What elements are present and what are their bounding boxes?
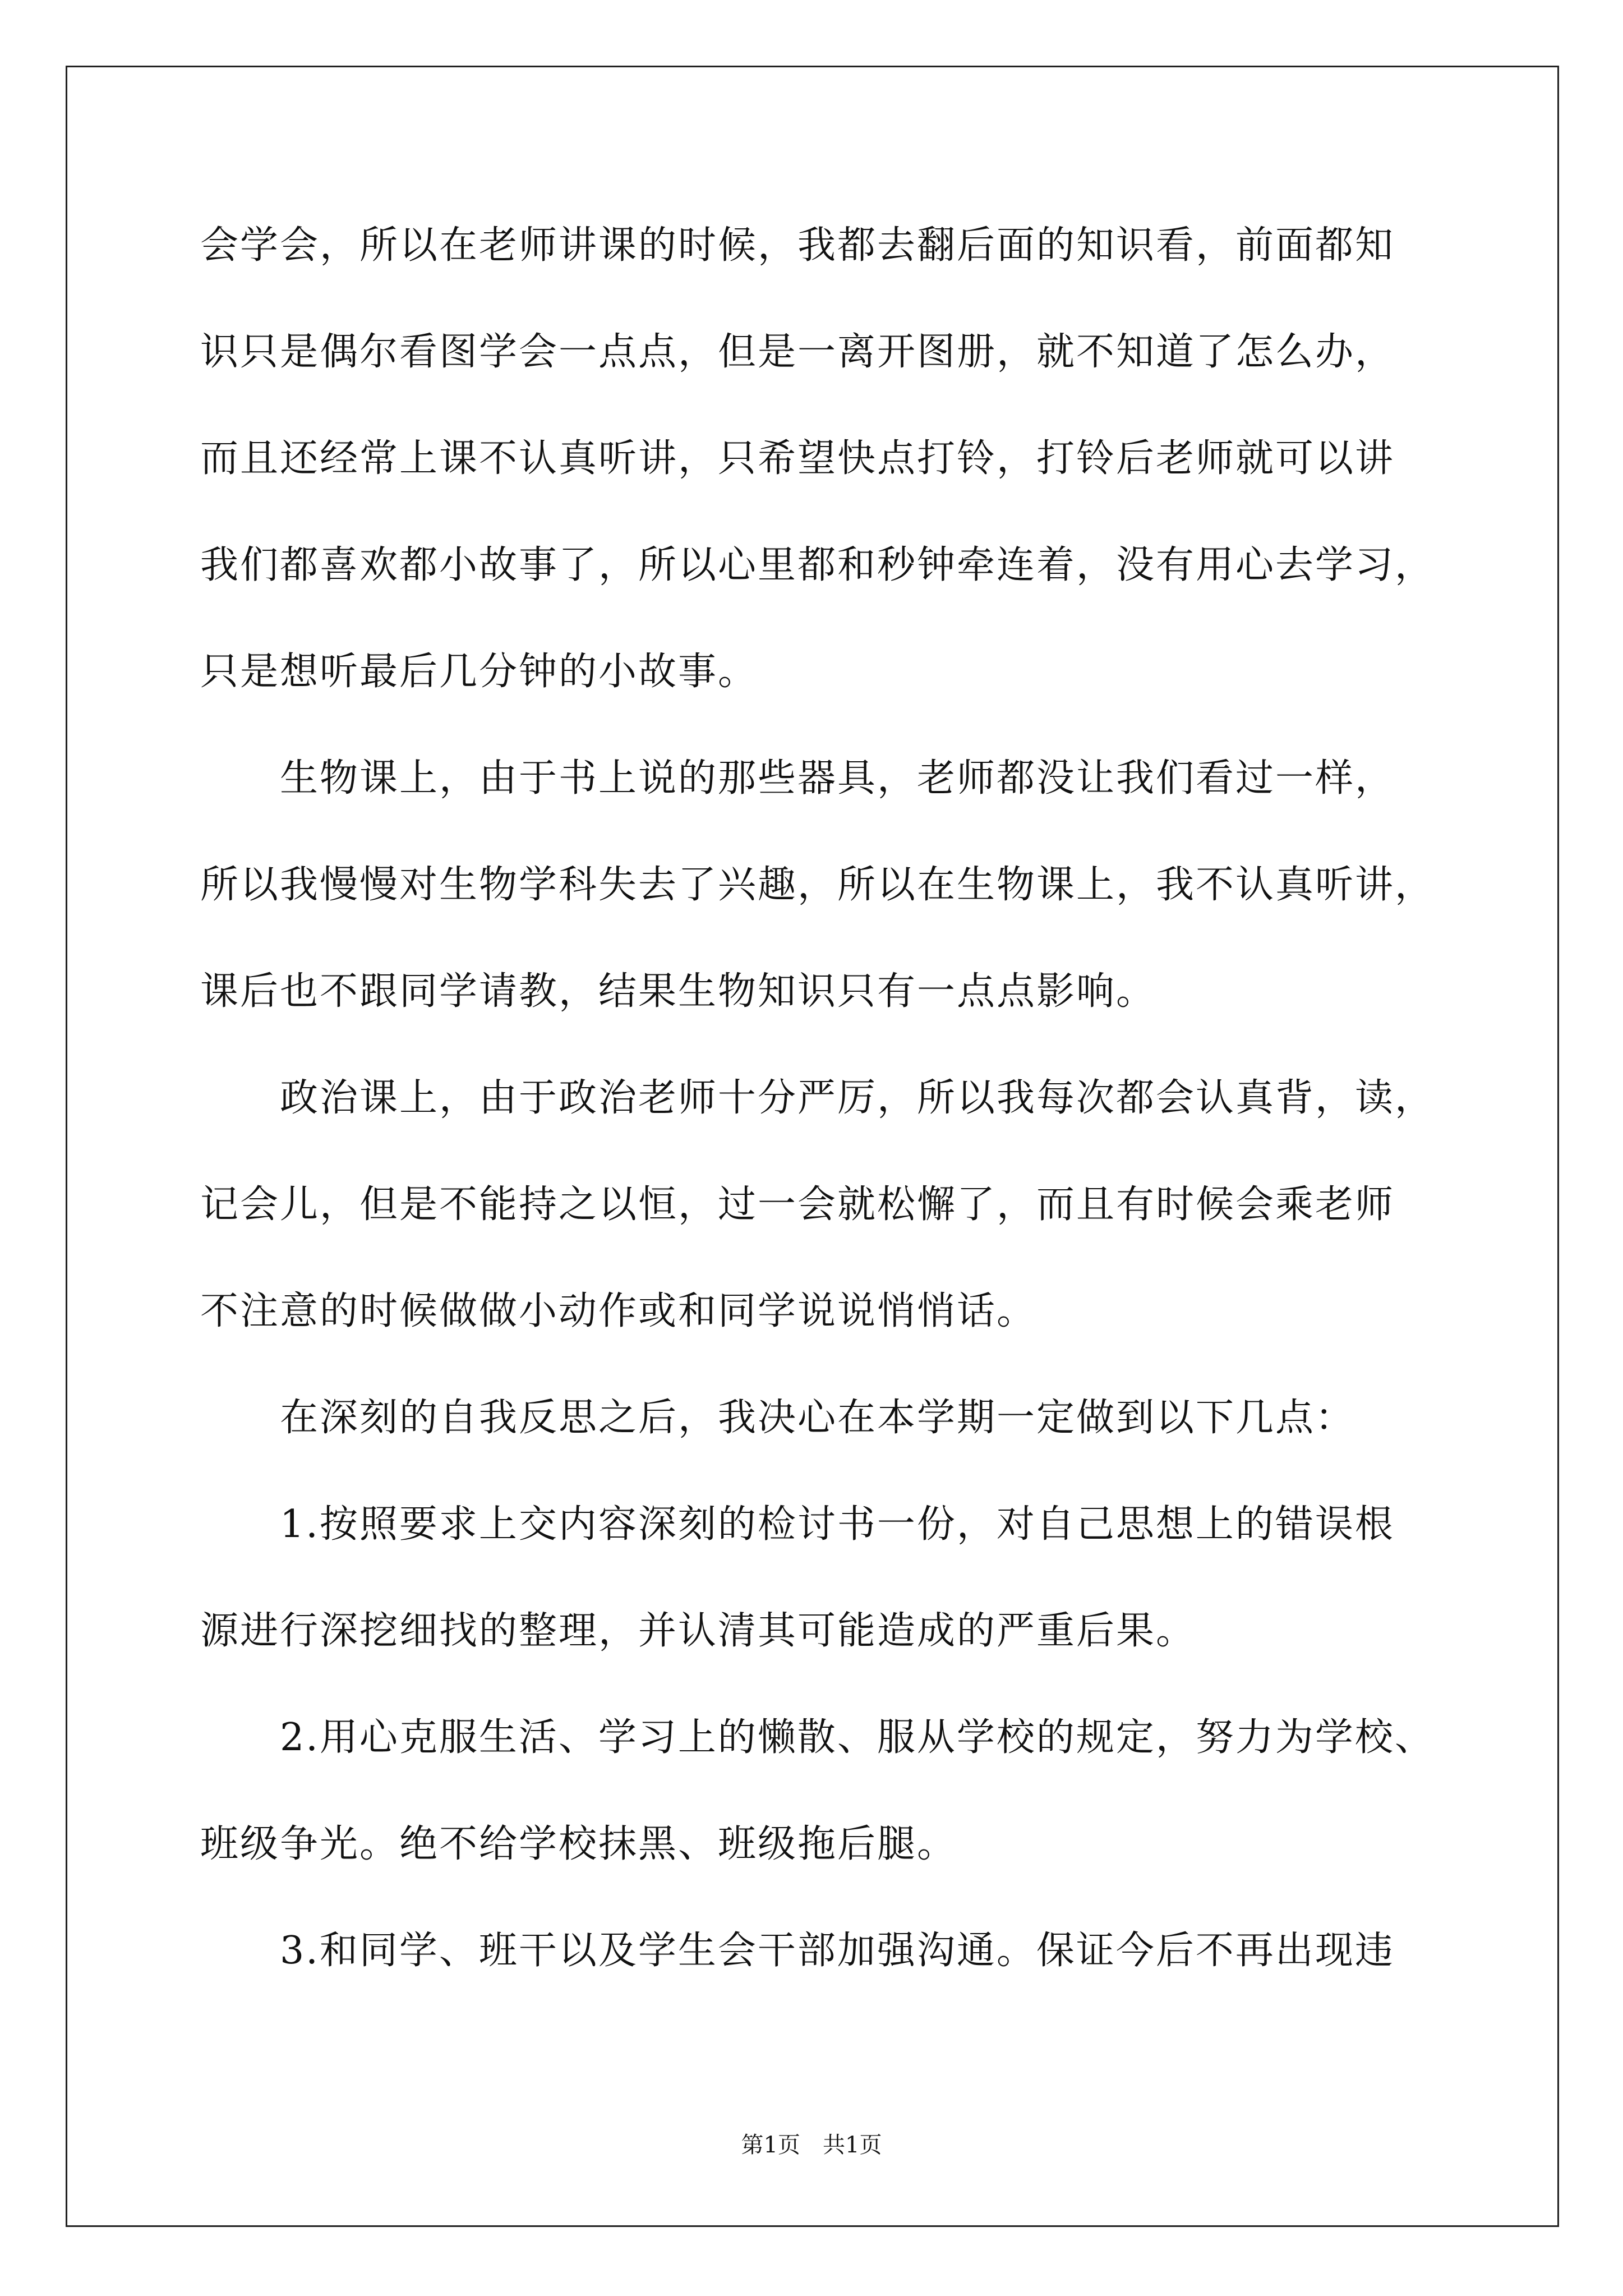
page-number-footer: 第1页 共1页 <box>741 2132 882 2158</box>
text-line: 班级争光。绝不给学校抹黑、班级拖后腿。 <box>200 1822 957 1866</box>
text-line: 不注意的时候做做小动作或和同学说说悄悄话。 <box>200 1289 1037 1333</box>
text-line: 会学会，所以在老师讲课的时候，我都去翻后面的知识看，前面都知 <box>200 223 1395 268</box>
text-line: 只是想听最后几分钟的小故事。 <box>200 650 758 694</box>
list-item-first-line: 1.按照要求上交内容深刻的检讨书一份，对自己思想上的错误根 <box>280 1502 1395 1547</box>
paragraph-first-line: 生物课上，由于书上说的那些器具，老师都没让我们看过一样， <box>280 756 1395 800</box>
text-line: 课后也不跟同学请教，结果生物知识只有一点点影响。 <box>200 969 1156 1014</box>
text-line: 识只是偶尔看图学会一点点，但是一离开图册，就不知道了怎么办， <box>200 330 1395 374</box>
list-item-first-line: 2.用心克服生活、学习上的懒散、服从学校的规定，努力为学校、 <box>280 1715 1435 1760</box>
text-line: 我们都喜欢都小故事了，所以心里都和秒钟牵连着，没有用心去学习， <box>200 543 1435 587</box>
list-item-first-line: 3.和同学、班干以及学生会干部加强沟通。保证今后不再出现违 <box>280 1929 1395 1973</box>
text-line: 而且还经常上课不认真听讲，只希望快点打铃，打铃后老师就可以讲 <box>200 436 1395 481</box>
page-border <box>66 66 1559 2227</box>
paragraph-first-line: 政治课上，由于政治老师十分严厉，所以我每次都会认真背，读， <box>280 1076 1435 1120</box>
paragraph-first-line: 在深刻的自我反思之后，我决心在本学期一定做到以下几点： <box>280 1396 1355 1440</box>
text-line: 所以我慢慢对生物学科失去了兴趣，所以在生物课上，我不认真听讲， <box>200 863 1435 907</box>
text-line: 源进行深挖细找的整理，并认清其可能造成的严重后果。 <box>200 1609 1196 1653</box>
text-line: 记会儿，但是不能持之以恒，过一会就松懈了，而且有时候会乘老师 <box>200 1182 1395 1227</box>
